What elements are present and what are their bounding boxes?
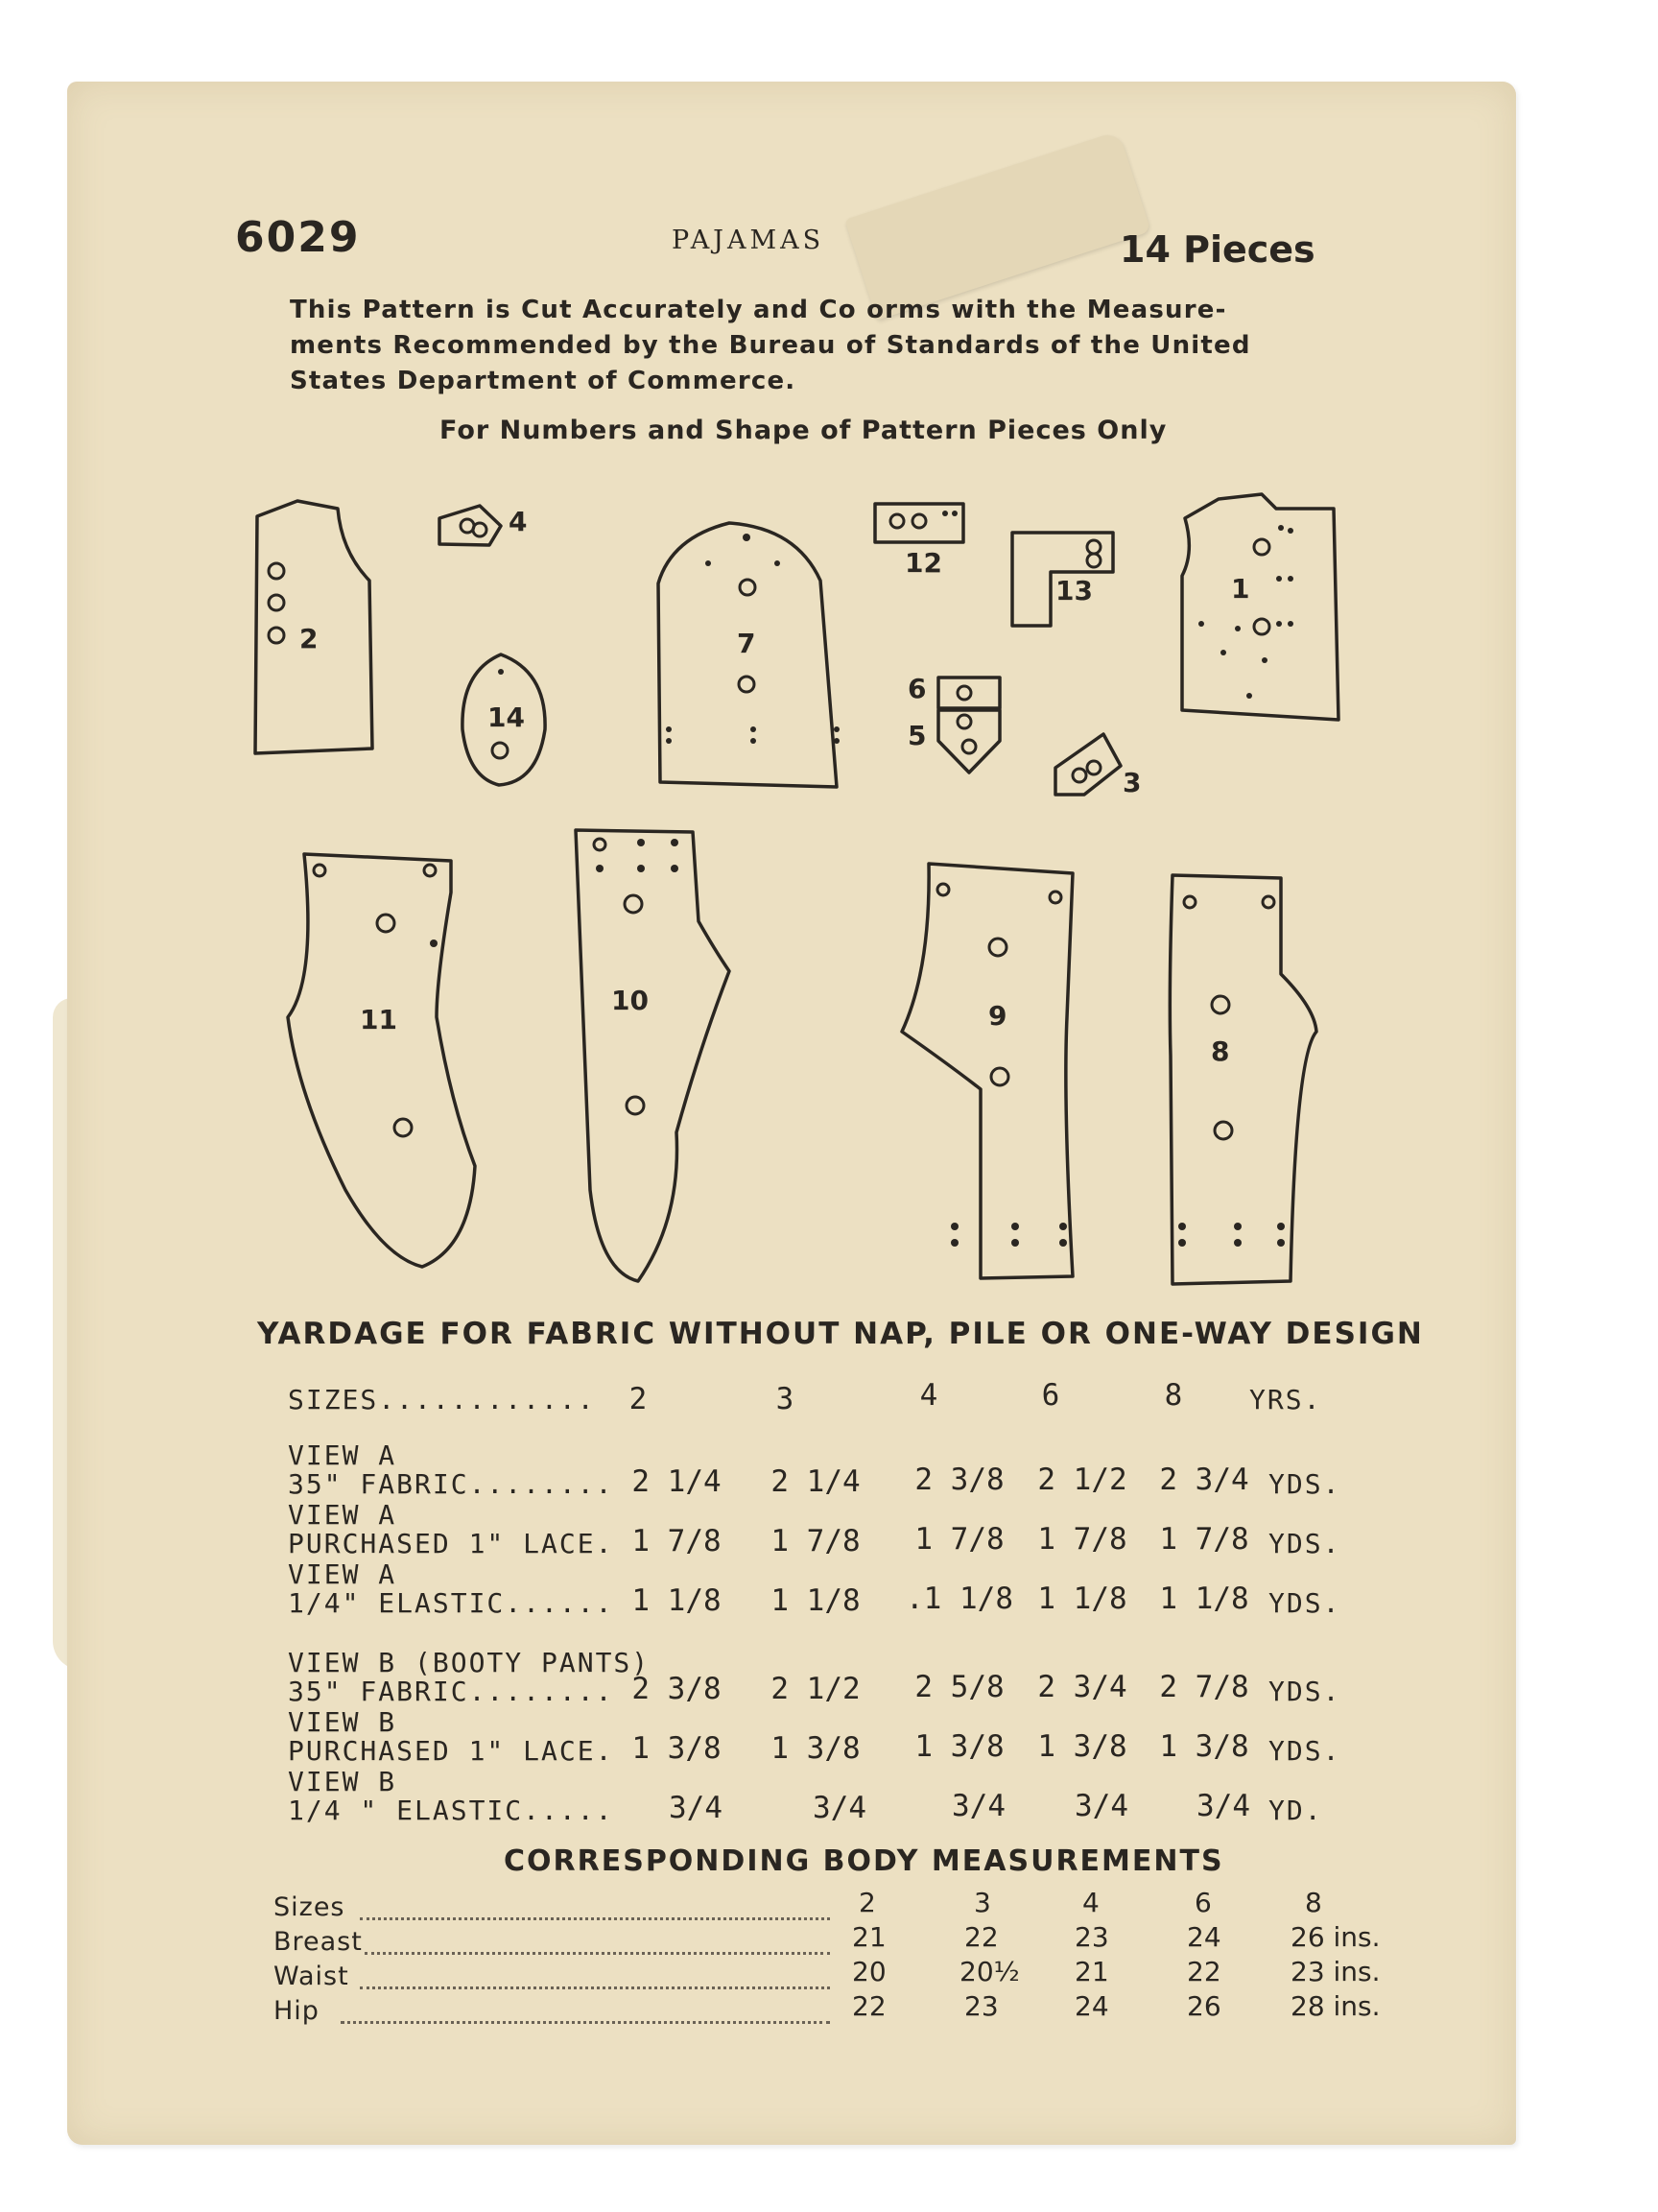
size-col-5: 8 <box>1164 1378 1183 1413</box>
pattern-piece-6 <box>908 673 1000 708</box>
piece-count: 14 Pieces <box>1120 228 1315 271</box>
yardage-value: 2 3/4 <box>1159 1463 1249 1497</box>
yardage-value: 3/4 <box>952 1789 1006 1823</box>
meas-value: 26 ins. <box>1291 1921 1381 1953</box>
piece-label-6: 6 <box>908 673 927 704</box>
row-lace-label: PURCHASED 1" LACE. <box>288 1735 614 1767</box>
pattern-title: PAJAMAS <box>672 226 825 255</box>
sizes-unit: YRS. <box>1249 1384 1322 1415</box>
yardage-value: 2 3/4 <box>1037 1670 1127 1704</box>
piece-label-5: 5 <box>908 720 927 751</box>
measurements-heading: CORRESPONDING BODY MEASUREMENTS <box>504 1844 1224 1878</box>
pattern-piece-8 <box>1170 875 1316 1284</box>
yardage-value: 1 3/8 <box>631 1731 722 1766</box>
leader-dots <box>365 1952 830 1955</box>
meas-value: 21 <box>1075 1956 1109 1987</box>
meas-value: 6 <box>1195 1887 1212 1918</box>
meas-value: 21 <box>852 1921 887 1953</box>
pattern-piece-3 <box>1055 734 1141 798</box>
size-col-1: 2 <box>628 1382 648 1416</box>
yardage-value: 2 1/2 <box>770 1672 861 1706</box>
row-view-label: VIEW B <box>288 1766 397 1797</box>
piece-label-14: 14 <box>487 702 525 733</box>
pattern-piece-5 <box>908 710 1000 773</box>
intro-line-2: ments Recommended by the Bureau of Standards of the United <box>290 331 1251 360</box>
piece-label-1: 1 <box>1231 573 1250 605</box>
pattern-piece-12 <box>875 504 963 579</box>
yardage-value: 1 1/8 <box>1037 1582 1127 1616</box>
row-view-label: VIEW A <box>288 1499 397 1531</box>
yardage-value: 3/4 <box>1196 1789 1250 1823</box>
meas-value: 26 <box>1187 1990 1221 2022</box>
yardage-value: 2 3/8 <box>914 1463 1005 1497</box>
yardage-unit: YDS. <box>1268 1676 1341 1707</box>
yardage-value: 2 1/4 <box>770 1464 861 1499</box>
yardage-value: 1 3/8 <box>914 1729 1005 1764</box>
row-view-label: VIEW A <box>288 1558 397 1590</box>
yardage-unit: YDS. <box>1268 1587 1341 1619</box>
piece-label-11: 11 <box>360 1004 397 1035</box>
leader-dots <box>341 2021 830 2024</box>
yardage-heading: YARDAGE FOR FABRIC WITHOUT NAP, PILE OR ONE-WAY DESIGN <box>257 1317 1424 1351</box>
meas-label-breast: Breast <box>273 1927 363 1957</box>
yardage-unit: YDS. <box>1268 1735 1341 1767</box>
row-view-label: VIEW B (BOOTY PANTS) <box>288 1647 651 1678</box>
yardage-value: 1 7/8 <box>914 1522 1005 1557</box>
size-col-4: 6 <box>1041 1378 1060 1413</box>
row-elastic-label: 1/4 " ELASTIC..... <box>288 1795 614 1826</box>
yardage-value: 2 5/8 <box>914 1670 1005 1704</box>
yardage-value: 1 7/8 <box>770 1524 861 1558</box>
piece-label-2: 2 <box>299 623 319 654</box>
meas-value: 8 <box>1305 1887 1322 1918</box>
yardage-value: 1 3/8 <box>1159 1729 1249 1764</box>
pattern-piece-14 <box>462 654 545 785</box>
meas-value: 20½ <box>959 1956 1020 1987</box>
meas-value: 23 <box>1075 1921 1109 1953</box>
pattern-piece-2 <box>255 501 372 753</box>
row-elastic-label: 1/4" ELASTIC...... <box>288 1587 614 1619</box>
row-fabric-label: 35" FABRIC........ <box>288 1468 614 1500</box>
meas-value: 22 <box>1187 1956 1221 1987</box>
row-fabric-label: 35" FABRIC........ <box>288 1676 614 1707</box>
yardage-value: 2 1/2 <box>1037 1463 1127 1497</box>
meas-value: 20 <box>852 1956 887 1987</box>
yardage-value: 1 1/8 <box>1159 1582 1249 1616</box>
row-view-label: VIEW A <box>288 1439 397 1471</box>
yardage-value: .1 1/8 <box>906 1582 1013 1616</box>
pattern-number: 6029 <box>235 213 361 262</box>
yardage-value: 1 3/8 <box>770 1731 861 1766</box>
meas-value: 23 <box>964 1990 999 2022</box>
yardage-value: 2 7/8 <box>1159 1670 1249 1704</box>
piece-label-9: 9 <box>988 1000 1007 1032</box>
yardage-value: 3/4 <box>669 1791 722 1825</box>
leader-dots <box>360 1986 830 1989</box>
pattern-piece-13 <box>1012 533 1113 626</box>
yardage-value: 1 1/8 <box>770 1583 861 1618</box>
yardage-value: 1 3/8 <box>1037 1729 1127 1764</box>
piece-label-12: 12 <box>905 547 942 579</box>
meas-value: 23 ins. <box>1291 1956 1381 1987</box>
meas-value: 4 <box>1082 1887 1100 1918</box>
meas-label-waist: Waist <box>273 1962 349 1991</box>
piece-label-13: 13 <box>1055 575 1093 607</box>
leader-dots <box>360 1917 830 1920</box>
row-lace-label: PURCHASED 1" LACE. <box>288 1528 614 1559</box>
piece-label-8: 8 <box>1211 1035 1230 1067</box>
pattern-piece-4 <box>439 506 527 545</box>
size-col-3: 4 <box>919 1378 938 1413</box>
yardage-value: 1 7/8 <box>1159 1522 1249 1557</box>
meas-value: 3 <box>974 1887 991 1918</box>
yardage-value: 3/4 <box>813 1791 866 1825</box>
meas-value: 2 <box>859 1887 876 1918</box>
row-view-label: VIEW B <box>288 1706 397 1738</box>
yardage-unit: YDS. <box>1268 1468 1341 1500</box>
pieces-note: For Numbers and Shape of Pattern Pieces Only <box>439 416 1168 445</box>
yardage-unit: YD. <box>1268 1795 1323 1826</box>
yardage-value: 1 1/8 <box>631 1583 722 1618</box>
pattern-piece-7 <box>658 523 840 787</box>
meas-value: 22 <box>852 1990 887 2022</box>
piece-label-3: 3 <box>1123 767 1142 798</box>
yardage-value: 2 1/4 <box>631 1464 722 1499</box>
size-col-2: 3 <box>775 1382 794 1416</box>
yardage-value: 1 7/8 <box>631 1524 722 1558</box>
yardage-value: 2 3/8 <box>631 1672 722 1706</box>
pattern-piece-10 <box>576 830 729 1281</box>
piece-label-7: 7 <box>737 628 756 659</box>
meas-value: 22 <box>964 1921 999 1953</box>
yardage-value: 1 7/8 <box>1037 1522 1127 1557</box>
piece-label-4: 4 <box>509 506 528 537</box>
yardage-value: 3/4 <box>1075 1789 1128 1823</box>
meas-value: 28 ins. <box>1291 1990 1381 2022</box>
yardage-unit: YDS. <box>1268 1528 1341 1559</box>
meas-value: 24 <box>1187 1921 1221 1953</box>
sizes-label: SIZES............ <box>288 1384 596 1415</box>
intro-line-1: This Pattern is Cut Accurately and Co orms with the Measure- <box>290 296 1227 324</box>
meas-label-sizes: Sizes <box>273 1892 345 1922</box>
piece-label-10: 10 <box>611 985 649 1016</box>
pattern-piece-9 <box>902 864 1073 1278</box>
meas-value: 24 <box>1075 1990 1109 2022</box>
pattern-piece-11 <box>288 854 475 1267</box>
intro-line-3: States Department of Commerce. <box>290 367 796 395</box>
meas-label-hip: Hip <box>273 1996 320 2026</box>
pattern-piece-1 <box>1182 494 1338 720</box>
